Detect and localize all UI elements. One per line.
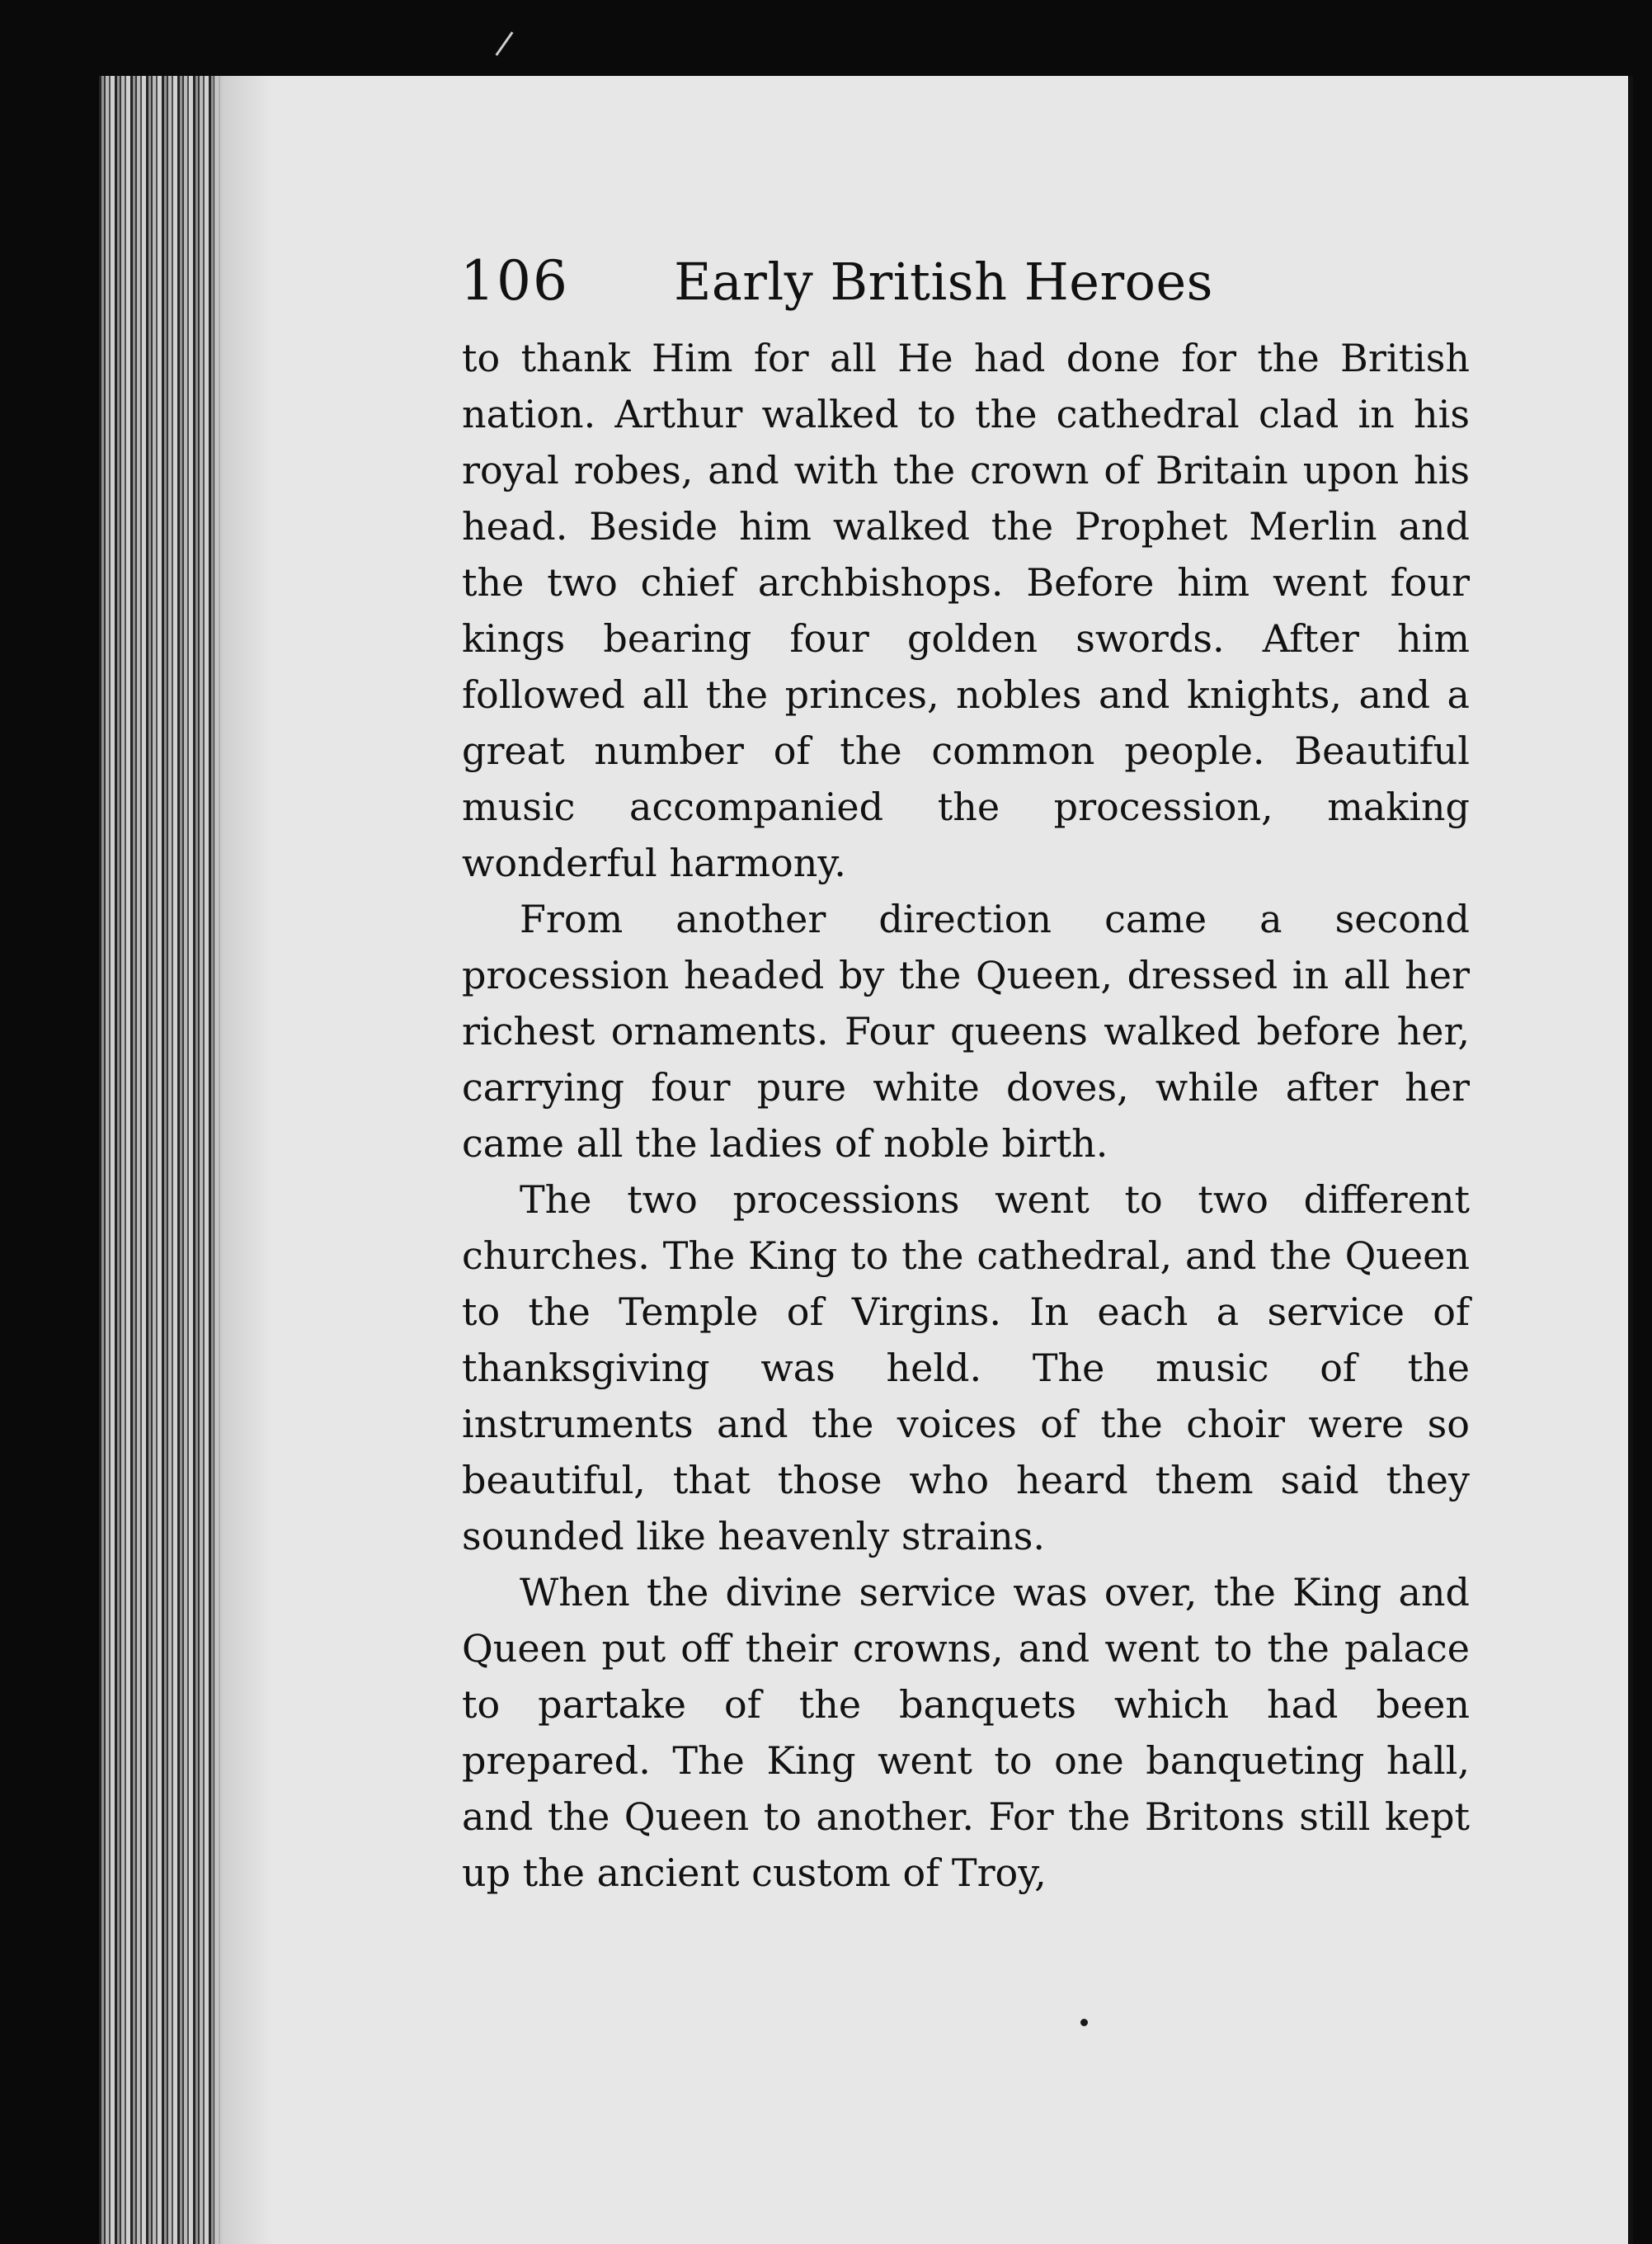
paragraph-2: From another direction came a second procession headed by the Queen, dressed in all her richest ornaments. Four queens walked before her, carrying four pure white doves, while after her came all the ladies of noble birth.	[462, 897, 1470, 1166]
page-number: 106	[460, 249, 569, 313]
book-page	[99, 76, 1633, 2244]
paragraph-4: When the divine service was over, the King and Queen put off their crowns, and went to the palace to partake of the banquets which had been prepared. The King went to one banqueting hall, and the Queen to another. For the Britons still kept up the ancient custom of Troy,	[462, 1570, 1470, 1895]
paragraph-3: The two processions went to two different churches. The King to the cathedral, and the Queen to the Temple of Virgins. In each a service of thanksgiving was held. The music of the instruments and the voices of the choir were so beautiful, that those who heard them said they sounded like heavenly strains.	[462, 1177, 1470, 1558]
running-head: Early British Heroes	[674, 252, 1213, 312]
page-right-edge	[1628, 76, 1633, 2244]
gutter-shadow	[214, 76, 272, 2244]
ink-speck	[1080, 2019, 1088, 2026]
body-text	[462, 330, 1470, 1901]
paragraph-1: to thank Him for all He had done for the British nation. Arthur walked to the cathedral clad in his royal robes, and with the crown of Britain upon his head. Beside him walked the Prophet Merlin and the two chief archbishops. Before him went four kings bearing four golden swords. After him followed all the princes, nobles and knights, and a great number of the common people. Beautiful music accompanied the procession, making wonderful harmony.	[462, 336, 1470, 885]
scan-mark	[496, 31, 514, 56]
page-gutter	[99, 76, 223, 2244]
page-header	[460, 249, 1285, 313]
